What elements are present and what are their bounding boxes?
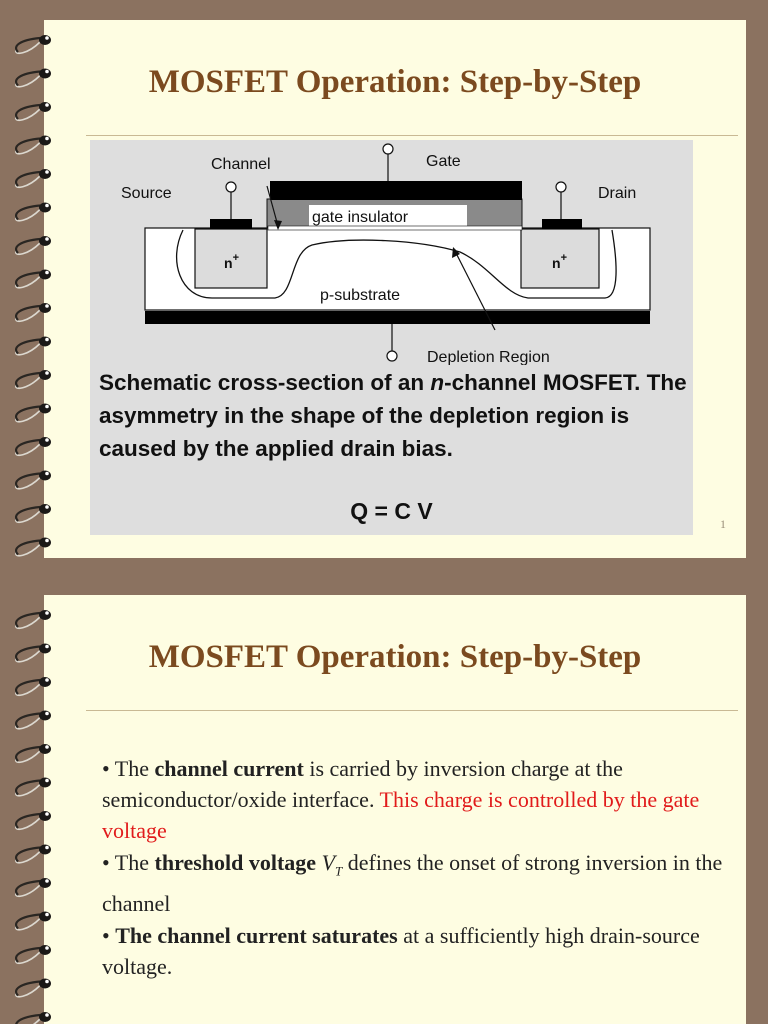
channel-layer xyxy=(268,226,522,230)
drain-contact xyxy=(542,219,582,229)
figure-panel xyxy=(90,140,693,535)
bullet-saturation: • The channel current saturates at a sufficiently high drain-source voltage. xyxy=(102,923,700,980)
spiral-ring xyxy=(16,236,51,254)
spiral-ring xyxy=(16,303,51,321)
drain-n-plus-label: n+ xyxy=(552,252,567,271)
substrate-terminal xyxy=(387,351,397,361)
charge-equation: Q = C V xyxy=(350,498,433,524)
spiral-ring xyxy=(16,270,51,288)
spiral-ring xyxy=(16,169,51,187)
mosfet-cross-section-diagram xyxy=(90,140,693,365)
title-divider xyxy=(86,135,738,136)
spiral-ring xyxy=(16,370,51,388)
drain-terminal xyxy=(556,182,566,192)
slide-1-title: MOSFET Operation: Step-by-Step xyxy=(148,64,642,100)
spiral-ring xyxy=(16,610,51,628)
spiral-ring xyxy=(16,471,51,489)
bullet-threshold-voltage: • The threshold voltage $V_T$ defines the onset of strong inversion in the channel xyxy=(102,850,723,917)
back-contact xyxy=(145,311,650,324)
p-substrate-label: p-substrate xyxy=(320,287,401,304)
spiral-ring xyxy=(16,744,51,762)
gate-label: Gate xyxy=(426,153,461,170)
spiral-ring xyxy=(16,912,51,930)
spiral-ring xyxy=(16,878,51,896)
gate-insulator-label: gate insulator xyxy=(312,209,409,226)
spiral-ring xyxy=(16,437,51,455)
spiral-ring xyxy=(16,979,51,997)
spiral-ring xyxy=(16,35,51,53)
spiral-ring xyxy=(16,811,51,829)
page-number: 1 xyxy=(720,517,726,531)
spiral-ring xyxy=(16,538,51,556)
spiral-ring xyxy=(16,102,51,120)
spiral-ring xyxy=(16,136,51,154)
title-divider xyxy=(86,710,738,711)
depletion-region-label: Depletion Region xyxy=(427,349,550,365)
source-n-plus-label: n+ xyxy=(224,252,239,271)
source-label: Source xyxy=(121,185,172,202)
gate-electrode xyxy=(270,181,522,200)
spiral-ring xyxy=(16,711,51,729)
spiral-ring xyxy=(16,203,51,221)
spiral-ring xyxy=(16,337,51,355)
bullet-list xyxy=(102,753,742,982)
spiral-ring xyxy=(16,1012,51,1024)
drain-label: Drain xyxy=(598,185,637,202)
spiral-ring xyxy=(16,504,51,522)
bullet-channel-current: • The channel current is carried by inversion charge at the semiconductor/oxide interface. This charge is controlled by the gate voltage xyxy=(102,756,700,843)
spiral-ring xyxy=(16,778,51,796)
spiral-ring xyxy=(16,945,51,963)
slide-2 xyxy=(44,595,746,1024)
source-terminal xyxy=(226,182,236,192)
spiral-ring xyxy=(16,404,51,422)
source-contact xyxy=(210,219,252,229)
slide-2-title: MOSFET Operation: Step-by-Step xyxy=(148,639,642,675)
spiral-ring xyxy=(16,845,51,863)
figure-caption: Schematic cross-section of an n-channel MOSFET. The asymmetry in the shape of the depletion region is caused by the applied drain bias. xyxy=(99,370,687,461)
channel-label: Channel xyxy=(211,156,271,173)
slide-1 xyxy=(44,20,746,558)
spiral-ring xyxy=(16,677,51,695)
gate-terminal xyxy=(383,144,393,154)
